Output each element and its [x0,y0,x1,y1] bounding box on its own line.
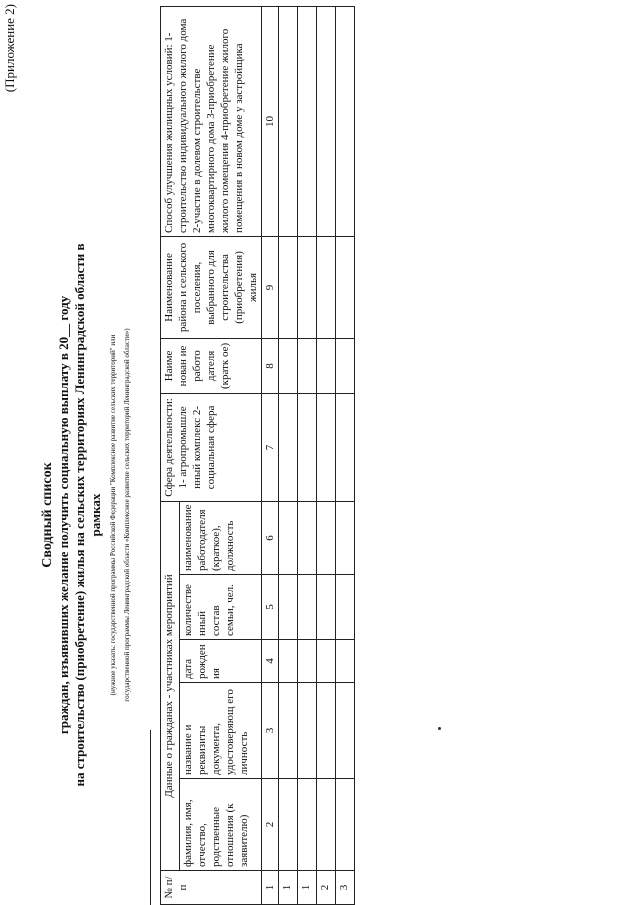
table-cell [317,779,336,871]
table-cell [336,338,355,393]
table-cell [317,640,336,683]
column-number: 6 [262,501,279,574]
column-number: 2 [262,779,279,871]
table-cell [279,640,298,683]
column-number: 10 [262,6,279,236]
table-cell [279,575,298,640]
table-cell [298,501,317,574]
annex-label: (Приложение 2) [2,4,17,93]
header-row-1 [161,6,180,904]
table-cell [317,501,336,574]
table-cell [279,501,298,574]
table-row [279,6,298,904]
table-cell [298,338,317,393]
header-birth-date: дата рожден ия [180,640,262,683]
header-row-number: № п/п [161,871,262,905]
table-cell [317,338,336,393]
table-cell [317,236,336,338]
column-number: 3 [262,683,279,779]
program-note-line-2: государственной программы Ленинградской области «Комплексное развитие сельских территорий Ленинградской области») [123,328,131,702]
document-subtitle-line-2: на строительство (приобретение) жилья на сельских территориях Ленинградской области в рамках [72,243,103,787]
column-number: 7 [262,393,279,501]
table-row [336,6,355,904]
header-district-name: Наименование района и сельского поселения, выбранного для строительства (приобретения) жилья [161,236,262,338]
table-cell [298,575,317,640]
column-number: 1 [262,871,279,905]
table-cell [317,575,336,640]
table-cell [336,393,355,501]
table-cell [279,779,298,871]
table-cell [298,236,317,338]
header-citizen-data: Данные о гражданах - участниках мероприятий [161,501,180,870]
table-cell [298,393,317,501]
row-number: 1 [298,871,317,905]
column-number-row [262,6,279,904]
column-number: 5 [262,575,279,640]
header-identity-document: название и реквизиты документа, удостоверяющ его личность [180,683,262,779]
citizens-table [160,6,355,905]
column-number: 4 [262,640,279,683]
table-cell [279,393,298,501]
table-cell [336,779,355,871]
table-cell [298,6,317,236]
row-number: 3 [336,871,355,905]
program-note-line-1: (нужное указать: государственной программы Российской Федерации "Комплексное развитие сельских территорий" или [109,334,117,696]
table-cell [336,575,355,640]
table-cell [336,683,355,779]
table-cell [298,640,317,683]
header-employer-position: наименование работодателя (краткое), должность [180,501,262,574]
document-title: Сводный список [40,462,55,568]
table-cell [279,236,298,338]
table-cell [317,6,336,236]
column-number: 9 [262,236,279,338]
table-cell [298,779,317,871]
table-cell [336,236,355,338]
header-family-size: количестве нный состав семьи, чел. [180,575,262,640]
document-heading [40,235,132,795]
header-activity-sphere: Сфера деятельности: 1- агропромышле нный комплекс 2-социальная сфера [161,393,262,501]
table-cell [279,6,298,236]
separator-line [150,730,151,905]
header-employer-name: Наиме нован ие работо дателя (кратк ое) [161,338,262,393]
table-cell [336,501,355,574]
table-row [317,6,336,904]
table-cell [279,338,298,393]
table-cell [279,683,298,779]
table-cell [336,6,355,236]
document-subtitle-line-1: граждан, изъявивших желание получить социальную выплату в 20__ году [56,295,71,735]
header-housing-method: Способ улучшения жилищных условий: 1-строительство индивидуального жилого дома 2-участие в долевом строительстве многоквартирного дома 3-приобретение жилого помещения 4-приобретение жилого помещения в новом доме у застройщика [161,6,262,236]
header-full-name: фамилия, имя, отчество, родственные отношения (к заявителю) [180,779,262,871]
row-number: 1 [279,871,298,905]
row-number: 2 [317,871,336,905]
table-cell [317,393,336,501]
table-cell [317,683,336,779]
column-number: 8 [262,338,279,393]
table-cell [336,640,355,683]
table-cell [298,683,317,779]
table-row [298,6,317,904]
stray-dot [438,727,441,730]
